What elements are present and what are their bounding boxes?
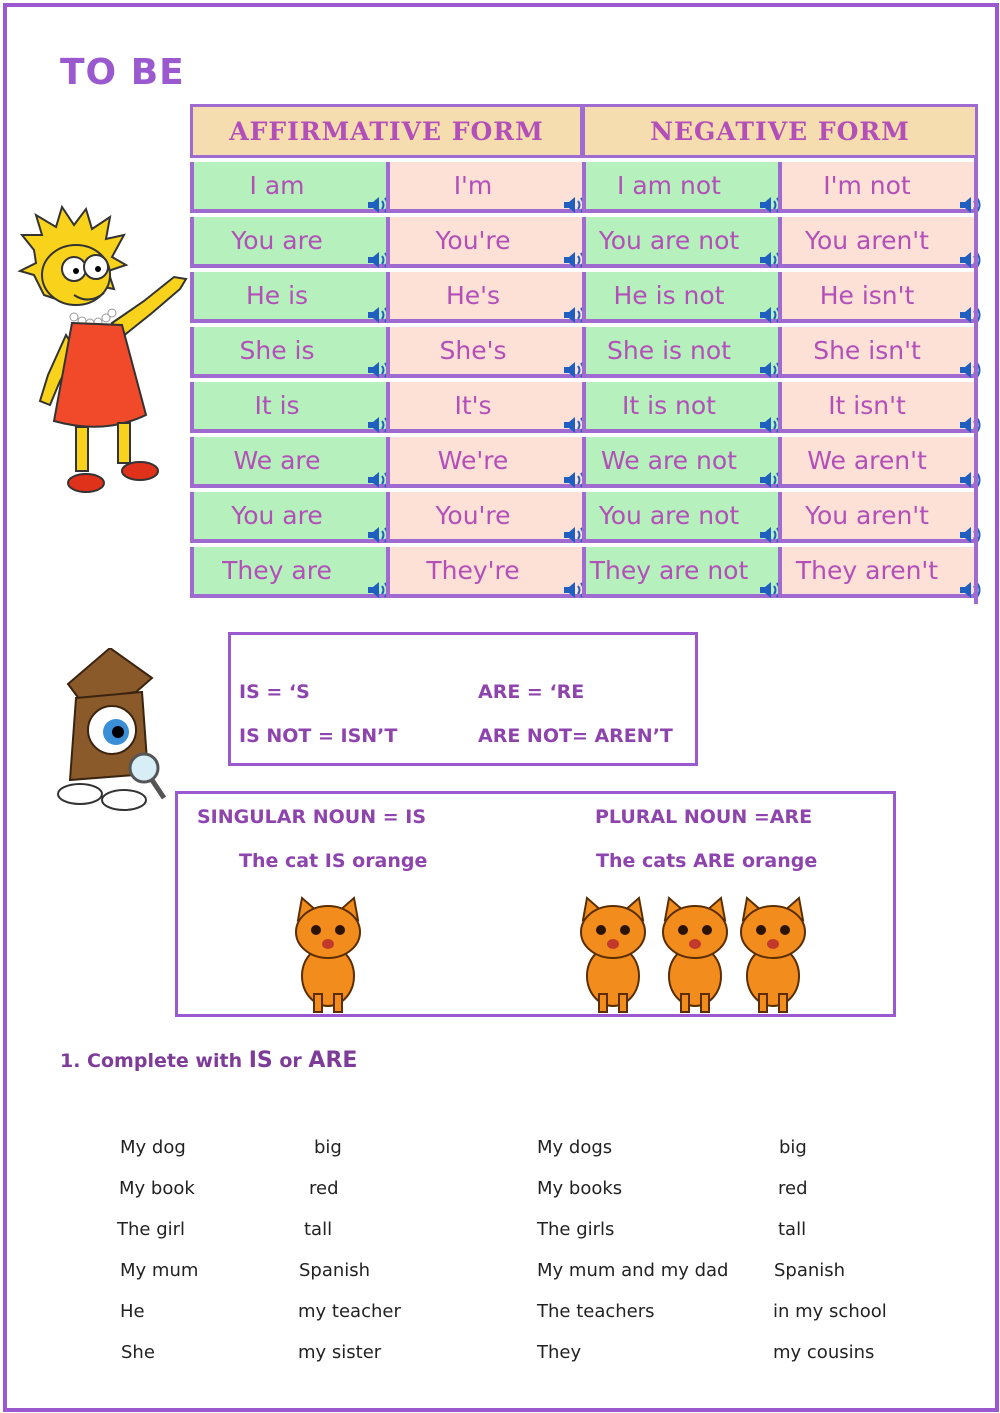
cell-text: You are xyxy=(231,226,323,255)
table-cell xyxy=(582,492,778,543)
table-cell xyxy=(190,162,386,213)
table-cell xyxy=(778,382,978,433)
cell-text: You aren't xyxy=(805,501,929,530)
table-cell xyxy=(190,382,386,433)
table-right-border xyxy=(974,158,978,604)
table-cell xyxy=(386,437,582,488)
cell-text: You are not xyxy=(598,501,740,530)
affirmative-header: AFFIRMATIVE FORM xyxy=(190,104,583,158)
table-cell xyxy=(582,272,778,323)
speaker-icon[interactable] xyxy=(958,248,982,270)
speaker-icon[interactable] xyxy=(958,578,982,600)
table-cell xyxy=(190,437,386,488)
exercise-complement: my cousins xyxy=(773,1342,875,1363)
exercise-prefix: 1. Complete with xyxy=(60,1050,249,1072)
cell-text: We are not xyxy=(601,446,737,475)
exercise-word-is: IS xyxy=(248,1048,273,1073)
exercise-complement: tall xyxy=(304,1219,333,1240)
singular-rule: SINGULAR NOUN = IS xyxy=(197,806,427,828)
table-cell xyxy=(778,547,978,598)
table-cell xyxy=(778,217,978,268)
cell-text: We're xyxy=(437,446,509,475)
exercise-subject: The girls xyxy=(537,1219,615,1240)
cell-text: We aren't xyxy=(807,446,927,475)
cell-text: He is not xyxy=(613,281,725,310)
exercise-or: or xyxy=(272,1050,309,1072)
cell-text: You are not xyxy=(598,226,740,255)
cell-text: She's xyxy=(439,336,507,365)
table-cell xyxy=(582,162,778,213)
cell-text: I am xyxy=(249,171,305,200)
contractions-box xyxy=(228,632,698,766)
cell-text: I am not xyxy=(617,171,721,200)
cell-text: They aren't xyxy=(795,556,939,585)
speaker-icon[interactable] xyxy=(958,523,982,545)
cell-text: You're xyxy=(435,501,511,530)
is-contraction: IS = ‘S xyxy=(239,681,310,703)
speaker-icon[interactable] xyxy=(958,413,982,435)
table-cell xyxy=(778,327,978,378)
negative-header: NEGATIVE FORM xyxy=(582,104,978,158)
table-cell xyxy=(386,272,582,323)
exercise-subject: My book xyxy=(119,1178,195,1199)
exercise-subject: He xyxy=(120,1301,145,1322)
exercise-complement: red xyxy=(778,1178,808,1199)
table-cell xyxy=(386,382,582,433)
exercise-complement: tall xyxy=(778,1219,807,1240)
nouns-box xyxy=(175,791,896,1017)
exercise-subject: The girl xyxy=(117,1219,186,1240)
are-not-contraction: ARE NOT= AREN’T xyxy=(478,725,673,747)
plural-example: The cats ARE orange xyxy=(596,850,818,872)
exercise-complement: Spanish xyxy=(299,1260,371,1281)
table-cell xyxy=(778,272,978,323)
cell-text: She is xyxy=(239,336,315,365)
cat-illustration xyxy=(273,894,383,1014)
plural-rule: PLURAL NOUN =ARE xyxy=(595,806,813,828)
table-cell xyxy=(582,547,778,598)
exercise-complement: big xyxy=(779,1137,807,1158)
cell-text: It's xyxy=(454,391,492,420)
exercise-subject: The teachers xyxy=(537,1301,655,1322)
cell-text: He is xyxy=(245,281,309,310)
singular-example: The cat IS orange xyxy=(239,850,428,872)
cell-text: She is not xyxy=(607,336,731,365)
cell-text: It is not xyxy=(622,391,716,420)
table-cell xyxy=(386,492,582,543)
cell-text: They are xyxy=(222,556,332,585)
table-cell xyxy=(386,162,582,213)
table-cell xyxy=(582,437,778,488)
exercise-subject: My mum xyxy=(120,1260,199,1281)
cell-text: They are not xyxy=(589,556,749,585)
cell-text: You're xyxy=(435,226,511,255)
table-cell xyxy=(190,327,386,378)
cell-text: I'm not xyxy=(823,171,911,200)
table-cell xyxy=(386,327,582,378)
table-cell xyxy=(778,437,978,488)
cell-text: You are xyxy=(231,501,323,530)
cell-text: He's xyxy=(445,281,501,310)
cell-text: He isn't xyxy=(819,281,915,310)
exercise-complement: my sister xyxy=(298,1342,382,1363)
exercise-subject: They xyxy=(537,1342,582,1363)
table-cell xyxy=(386,217,582,268)
table-cell xyxy=(190,272,386,323)
table-cell xyxy=(582,327,778,378)
table-cell xyxy=(582,217,778,268)
girl-illustration xyxy=(14,205,192,500)
cell-text: You aren't xyxy=(805,226,929,255)
speaker-icon[interactable] xyxy=(958,468,982,490)
exercise-word-are: ARE xyxy=(308,1048,358,1073)
exercise-complement: red xyxy=(309,1178,339,1199)
cell-text: I'm xyxy=(453,171,493,200)
exercise-subject: My dog xyxy=(120,1137,186,1158)
exercise-subject: My mum and my dad xyxy=(537,1260,729,1281)
exercise-complement: big xyxy=(314,1137,342,1158)
table-cell xyxy=(190,492,386,543)
is-not-contraction: IS NOT = ISN’T xyxy=(239,725,398,747)
table-cell xyxy=(190,547,386,598)
speaker-icon[interactable] xyxy=(958,358,982,380)
table-cell xyxy=(582,382,778,433)
cell-text: It is xyxy=(254,391,300,420)
table-cell xyxy=(386,547,582,598)
exercise-subject: My dogs xyxy=(537,1137,613,1158)
exercise-title xyxy=(60,1048,357,1073)
cell-text: They're xyxy=(426,556,520,585)
exercise-subject: My books xyxy=(537,1178,623,1199)
exercise-complement: my teacher xyxy=(298,1301,401,1322)
table-cell xyxy=(778,162,978,213)
cats-illustration xyxy=(573,894,833,1014)
exercise-complement: Spanish xyxy=(774,1260,846,1281)
speaker-icon[interactable] xyxy=(958,193,982,215)
exercise-complement: in my school xyxy=(773,1301,887,1322)
cell-text: We are xyxy=(233,446,321,475)
cell-text: It isn't xyxy=(828,391,906,420)
page-title: TO BE xyxy=(60,52,185,93)
are-contraction: ARE = ‘RE xyxy=(478,681,585,703)
cell-text: She isn't xyxy=(813,336,921,365)
speaker-icon[interactable] xyxy=(958,303,982,325)
detective-illustration xyxy=(40,648,175,816)
table-cell xyxy=(778,492,978,543)
exercise-subject: She xyxy=(121,1342,155,1363)
table-cell xyxy=(190,217,386,268)
